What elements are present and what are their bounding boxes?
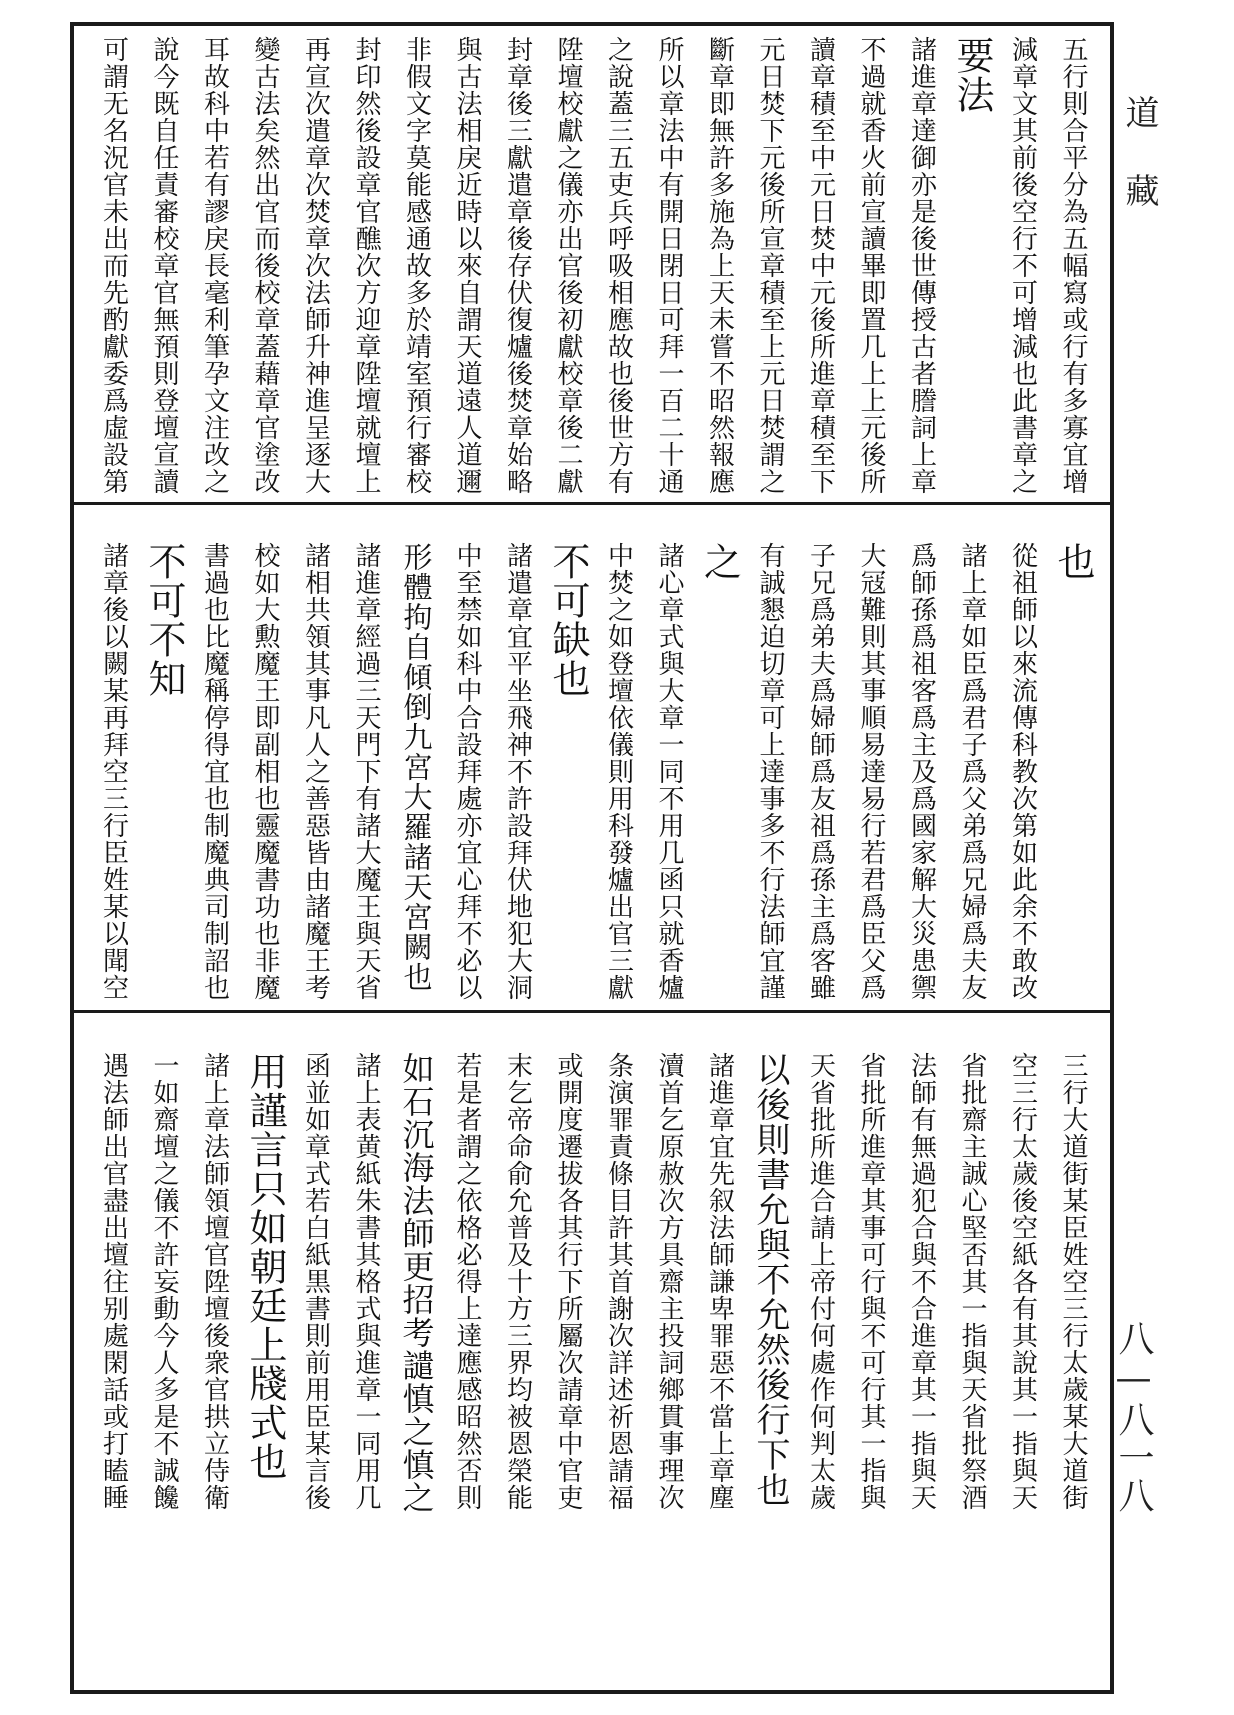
text-column: 如石沉海法師更招考譴慎之慎之: [397, 1052, 436, 1514]
text-column: 元日焚下元後所宣章積至上元日焚謂之: [755, 36, 785, 495]
text-column: 中焚之如登壇依儀則用科發爐出官三獻: [603, 542, 634, 1001]
text-column: 不可缺也: [546, 542, 590, 698]
text-column: 諸進章宜先叙法師謙卑罪惡不當上章塵: [704, 1052, 735, 1511]
text-column: 諸進章經過三天門下有諸大魔王與天省: [351, 542, 381, 1001]
text-column: 末乞帝命俞允普及十方三界均被恩榮能: [502, 1052, 533, 1511]
text-column: 諸心章式與大章一同不用几函只就香爐: [654, 542, 684, 1001]
margin-page-number: 八—八一八: [1113, 1320, 1154, 1515]
text-column: 函並如章式若白紙黒書則前用臣某言後: [300, 1052, 331, 1511]
text-column: 之說蓋三五吏兵呼吸相應故也後世方有: [603, 36, 634, 495]
text-column: 耳故科中若有謬戾長毫利筆孕文注改之: [199, 36, 230, 495]
text-column: 五行則合平分為五幅寫或行有多寡宜增: [1058, 36, 1088, 495]
text-column: 斷章即無許多施為上天未嘗不昭然報應: [704, 36, 735, 495]
text-column: 變古法矣然出官而後校章蓋藉章官塗改: [250, 36, 280, 495]
text-column: 所以章法中有開日閉日可拜一百二十通: [654, 36, 684, 495]
text-column: 省批所進章其事可行與不可行其一指與: [856, 1052, 886, 1511]
text-column: 天省批所進合請上帝付何處作何判太歲: [805, 1052, 836, 1511]
text-column: 条演罪責條目許其首謝次詳述祈恩請福: [603, 1052, 634, 1511]
text-column: 或開度遷拔各其行下所屬次請章中官吏: [553, 1052, 583, 1511]
text-column: 一如齋壇之儀不許妄動今人多是不誠饞: [149, 1052, 179, 1511]
text-column: 形體拘自傾倒九宮大羅諸天宮闕也: [399, 542, 434, 992]
text-column: 諸章後以闕某再拜空三行臣姓某以聞空: [98, 542, 129, 1001]
text-column: 陞壇校獻之儀亦出官後初獻校章後二獻: [553, 36, 583, 495]
text-column: 子兄爲弟夫爲婦師爲友祖爲孫主爲客雖: [805, 542, 836, 1001]
text-column: 諸相共領其事凡人之善惡皆由諸魔王考: [300, 542, 331, 1001]
text-column: 法師有無過犯合與不合進章其一指與天: [906, 1052, 937, 1511]
text-column: 諸上章如臣爲君子爲父弟爲兄婦爲夫友: [957, 542, 987, 1001]
text-column: 瀆首乞原赦次方具齋主投詞鄉貫事理次: [654, 1052, 684, 1511]
text-column: 校如大勲魔王即副相也靈魔書功也非魔: [250, 542, 280, 1001]
text-column: 之: [697, 542, 742, 581]
text-column: 有誠懇迫切章可上達事多不行法師宜謹: [755, 542, 785, 1001]
text-column: 諸上章法師領壇官陞壇後衆官拱立侍衛: [199, 1052, 230, 1511]
text-column: 以後則書允與不允然後行下也: [750, 1052, 790, 1507]
text-column: 諸上表黄紙朱書其格式與進章一同用几: [351, 1052, 381, 1511]
text-column: 三行大道街某臣姓空三行太歲某大道街: [1058, 1052, 1088, 1511]
text-column: 書過也比魔稱停得宜也制魔典司制詔也: [199, 542, 230, 1001]
text-column: 讀章積至中元日焚中元後所進章積至下: [805, 36, 836, 495]
text-column: 與古法相戾近時以來自謂天道遠人道邇: [452, 36, 482, 495]
text-column: 諸進章達御亦是後世傳授古者謄詞上章: [906, 36, 937, 495]
text-column: 再宣次遣章次焚章次法師升神進呈逐大: [300, 36, 331, 495]
text-column: 用謹言只如朝廷上牋式也: [243, 1052, 287, 1481]
text-column: 遇法師出官盡出壇往别處閑話或打瞌睡: [98, 1052, 129, 1511]
text-column: 非假文字莫能感通故多於靖室預行審校: [401, 36, 432, 495]
text-column: 減章文其前後空行不可增減也此書章之: [1007, 36, 1038, 495]
text-column: 諸遣章宜平坐飛神不許設拜伏地犯大洞: [502, 542, 533, 1001]
text-column: 不可不知: [142, 542, 186, 698]
text-column: 省批齋主誠心堅否其一指與天省批祭酒: [957, 1052, 987, 1511]
text-panel-middle: [86, 542, 1098, 1004]
text-panel-bottom: [86, 1052, 1098, 1514]
register-divider-2: [70, 1010, 1114, 1013]
text-column: 爲師孫爲祖客爲主及爲國家解大災患禦: [906, 542, 937, 1001]
text-column: 從祖師以來流傳科教次第如此余不敢改: [1007, 542, 1038, 1001]
text-column: 中至禁如科中合設拜處亦宜心拜不必以: [452, 542, 482, 1001]
text-column: 空三行太歲後空紙各有其說其一指與天: [1007, 1052, 1038, 1511]
margin-header: 道藏: [1119, 95, 1159, 251]
text-column: 說今既自任責審校章官無預則登壇宣讀: [149, 36, 179, 495]
text-column: 不過就香火前宣讀畢即置几上上元後所: [856, 36, 886, 495]
text-column: 封印然後設章官醮次方迎章陞壇就壇上: [351, 36, 381, 495]
text-panel-top: [86, 36, 1098, 498]
text-column: 可謂无名況官未出而先酌獻委爲虛設第: [98, 36, 129, 495]
text-column: 也: [1051, 542, 1095, 581]
register-divider-1: [70, 502, 1114, 505]
text-column: 要法: [950, 36, 994, 114]
text-column: 大冦難則其事順易達易行若君爲臣父爲: [856, 542, 886, 1001]
text-column: 封章後三獻遣章後存伏復爐後焚章始略: [502, 36, 533, 495]
text-column: 若是者謂之依格必得上達應感昭然否則: [452, 1052, 482, 1511]
